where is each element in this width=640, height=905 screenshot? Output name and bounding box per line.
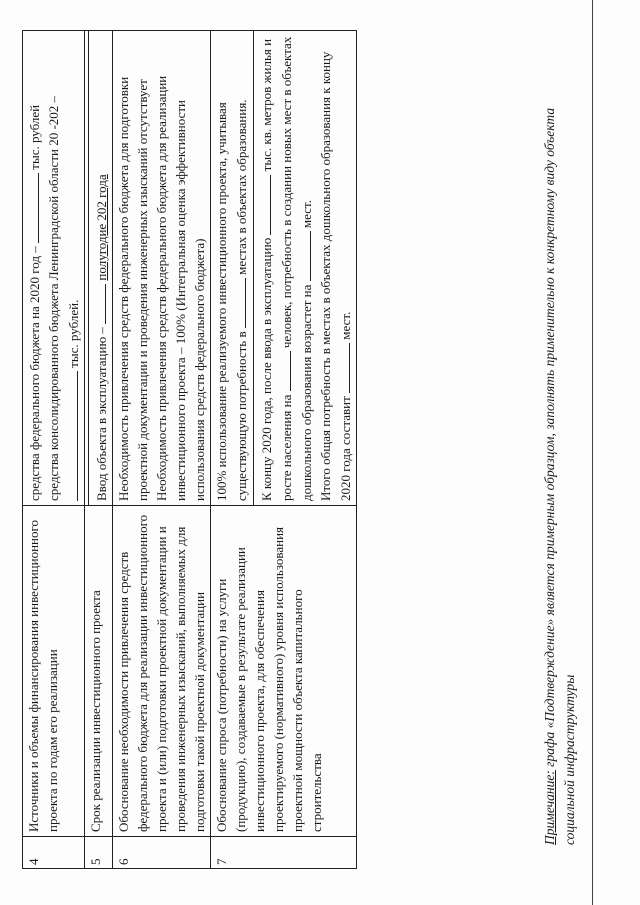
row-number: 5: [85, 837, 113, 869]
blank-field: [256, 175, 271, 235]
table-row: [113, 31, 211, 869]
table-row: [85, 31, 113, 869]
row-number: 4: [23, 837, 85, 869]
blank-field: [335, 343, 350, 393]
page-edge-line: [592, 0, 593, 905]
footnote-label: Примечание:: [542, 770, 557, 845]
blank-field: [276, 351, 291, 391]
row-label: Источники и объемы финансирования инвестиционного проекта по годам его реализации: [23, 506, 85, 837]
row-number: 7: [211, 837, 357, 869]
blank-field: [63, 371, 78, 501]
table-row: [211, 31, 357, 869]
row-value: Необходимость привлечения средств федерального бюджета для подготовки проектной документации и проведения инженерных изысканий отсутствует Необходимость привлечения средств федерального бюджета для реализации инвестиционного проекта – 100% (Интегральная оценка эффективности использования средств федерального бюджета): [113, 31, 211, 506]
row-value: средства федерального бюджета на 2020 год – тыс. рублей средства консолидированного бюджета Ленинградской области 20 -202 – тыс. рублей.: [23, 31, 85, 506]
row-number: 6: [113, 837, 211, 869]
investment-project-table: [22, 30, 357, 869]
row-label: Обоснование необходимости привлечения средств федерального бюджета для реализации инвестиционного проекта и (или) подготовки проектной документации и проведения инженерных изысканий, выполняемых для подготовки такой проектной документации: [113, 506, 211, 837]
blank-field: [296, 231, 311, 281]
row-label: Обоснование спроса (потребности) на услуги (продукцию), создаваемые в результате реализации инвестиционного проекта, для обеспечения проектируемого (нормативного) уровня использования проектной мощности объекта капитального строительства: [211, 506, 357, 837]
row-value: Ввод объекта в эксплуатацию – полугодие 202 года: [85, 31, 113, 506]
blank-field: [24, 173, 39, 243]
row-label: Срок реализации инвестиционного проекта: [85, 506, 113, 837]
footnote: [540, 45, 580, 845]
blank-field: [231, 278, 246, 328]
table-row: [23, 31, 85, 869]
row-value: 100% использование реализуемого инвестиционного проекта, учитывая существующую потребность в местах в объектах образования. К концу 2020 года, после ввода в эксплуатацию тыс. кв. метров жилья и росте населения на человек, потребность в создании новых мест в объектах дошкольного образования возрастет на мест. Итого общая потребность в местах в объектах дошкольного образования к концу 2020 года составит мест.: [211, 31, 357, 506]
blank-field: [91, 284, 106, 324]
footnote-text: графа «Подтверждение» является примерным образцом, заполнять применительно к конкретному виду объекта социальной инфраструктуры: [542, 107, 577, 845]
